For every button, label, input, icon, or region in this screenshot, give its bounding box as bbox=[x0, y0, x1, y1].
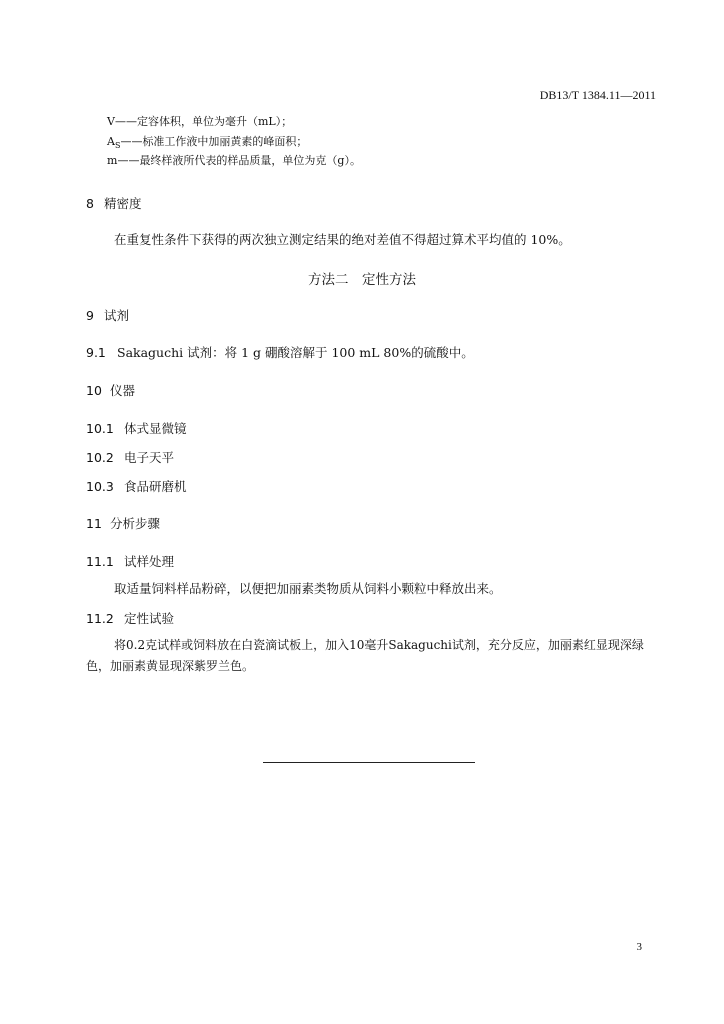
definition-symbol: V bbox=[107, 115, 115, 128]
section-10-3 bbox=[86, 477, 187, 495]
section-8-text: 在重复性条件下获得的两次独立测定结果的绝对差值不得超过算术平均值的 10%。 bbox=[114, 232, 571, 247]
section-number: 9.1 bbox=[86, 345, 106, 360]
page-number: 3 bbox=[636, 941, 642, 953]
section-9-heading bbox=[86, 306, 129, 324]
section-number: 11 bbox=[86, 516, 102, 531]
section-number: 11.2 bbox=[86, 611, 114, 626]
section-title: 仪器 bbox=[110, 383, 136, 398]
section-title: 精密度 bbox=[104, 196, 142, 211]
section-8-heading bbox=[86, 194, 142, 212]
section-number: 10.1 bbox=[86, 421, 114, 436]
section-10-2 bbox=[86, 448, 174, 466]
definition-as bbox=[107, 136, 307, 150]
method-two-title: 方法二 定性方法 bbox=[308, 272, 416, 288]
section-11-1-text: 取适量饲料样品粉碎，以便把加丽素类物质从饲料小颗粒中释放出来。 bbox=[114, 581, 502, 596]
section-11-2 bbox=[86, 609, 174, 627]
section-11-1 bbox=[86, 552, 174, 570]
end-of-document-rule bbox=[263, 762, 475, 763]
section-10-1 bbox=[86, 419, 187, 437]
definition-text: ——最终样液所代表的样品质量，单位为克（g）。 bbox=[117, 154, 361, 167]
definition-symbol: A bbox=[107, 135, 115, 148]
standard-number-header: DB13/T 1384.11—2011 bbox=[539, 88, 656, 102]
section-9-1 bbox=[86, 343, 474, 361]
definition-m bbox=[107, 155, 361, 166]
section-number: 10.2 bbox=[86, 450, 114, 465]
section-number: 10.3 bbox=[86, 479, 114, 494]
section-number: 10 bbox=[86, 383, 102, 398]
section-text: 食品研磨机 bbox=[124, 479, 187, 494]
section-number: 9 bbox=[86, 308, 94, 323]
section-text: 定性试验 bbox=[124, 611, 175, 626]
definition-v bbox=[107, 116, 292, 127]
section-11-2-text-line2: 色，加丽素黄显现深紫罗兰色。 bbox=[86, 659, 255, 673]
definition-text: ——标准工作液中加丽黄素的峰面积； bbox=[120, 135, 308, 148]
section-text: 电子天平 bbox=[124, 450, 175, 465]
section-11-heading bbox=[86, 514, 160, 532]
definition-symbol: m bbox=[107, 154, 118, 167]
definition-subscript: S bbox=[114, 141, 121, 151]
section-text: 试样处理 bbox=[124, 554, 175, 569]
section-number: 11.1 bbox=[86, 554, 114, 569]
section-title: 试剂 bbox=[104, 308, 130, 323]
section-11-2-text-line1: 将0.2克试样或饲料放在白瓷滴试板上，加入10毫升Sakaguchi试剂，充分反应，加丽素红显现深绿 bbox=[114, 638, 644, 652]
section-text: Sakaguchi 试剂：将 1 g 硼酸溶解于 100 mL 80%的硫酸中。 bbox=[117, 345, 474, 360]
section-text: 体式显微镜 bbox=[124, 421, 187, 436]
section-number: 8 bbox=[86, 196, 94, 211]
definition-text: ——定容体积，单位为毫升（mL）； bbox=[114, 115, 293, 128]
section-title: 分析步骤 bbox=[110, 516, 161, 531]
section-10-heading bbox=[86, 381, 135, 399]
